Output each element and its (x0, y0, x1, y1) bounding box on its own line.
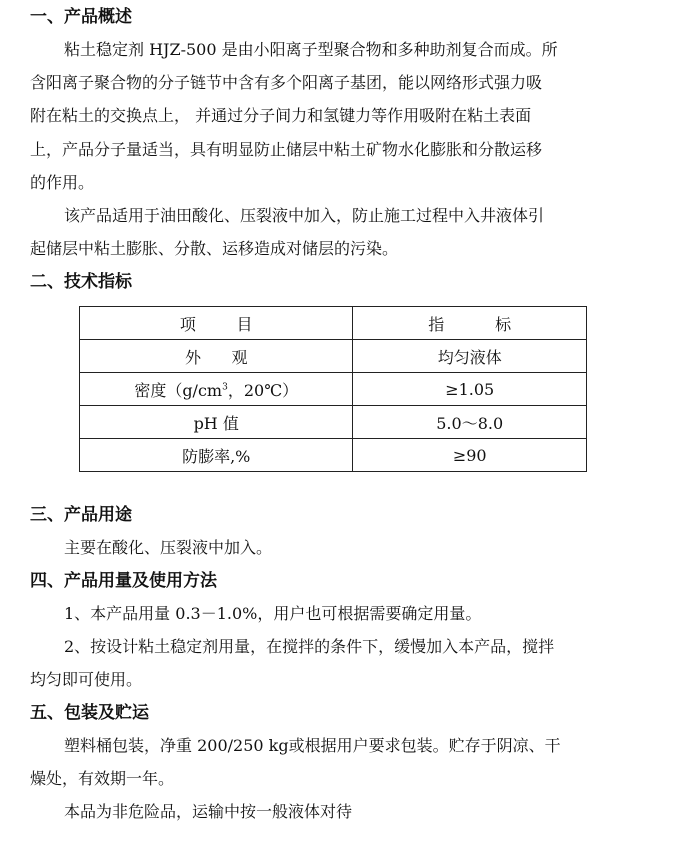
paragraph-line: 起储层中粘土膨胀、分散、运移造成对储层的污染。 (30, 239, 399, 258)
density-exponent: 3 (222, 382, 228, 393)
table-header-index: 指 标 (353, 307, 587, 340)
paragraph-line: 主要在酸化、压裂液中加入。 (64, 538, 273, 557)
paragraph-line: 燥处，有效期一年。 (30, 769, 175, 788)
section-title-package: 五、包装及贮运 (30, 703, 149, 723)
table-header-row (80, 307, 587, 340)
table-row (80, 439, 587, 472)
table-header-item: 项 目 (80, 307, 353, 340)
table-cell-item (80, 373, 353, 406)
paragraph-line: 1、本产品用量 0.3－1.0%，用户也可根据需要确定用量。 (64, 604, 482, 623)
table-cell-item: 外 观 (80, 340, 353, 373)
table-row (80, 406, 587, 439)
paragraph-line: 上，产品分子量适当，具有明显防止储层中粘土矿物水化膨胀和分散运移 (30, 140, 543, 159)
paragraph-line: 塑料桶包装，净重 200/250 kg或根据用户要求包装。贮存于阴凉、干 (64, 736, 561, 755)
table-cell-item: pH 值 (80, 406, 353, 439)
section-title-overview: 一、产品概述 (30, 7, 132, 27)
paragraph-line: 含阳离子聚合物的分子链节中含有多个阳离子基团，能以网络形式强力吸 (30, 73, 543, 92)
table-row (80, 373, 587, 406)
density-condition: ，20℃） (227, 380, 299, 400)
table-cell-value: ≥1.05 (353, 373, 587, 406)
paragraph-line: 2、按设计粘土稳定剂用量，在搅拌的条件下，缓慢加入本产品，搅拌 (64, 637, 555, 656)
spec-table (79, 306, 587, 472)
table-cell-value: 5.0～8.0 (353, 406, 587, 439)
section-title-dosage: 四、产品用量及使用方法 (30, 571, 217, 591)
paragraph-line: 该产品适用于油田酸化、压裂液中加入，防止施工过程中入井液体引 (64, 206, 545, 225)
table-cell-value: 均匀液体 (353, 340, 587, 373)
paragraph-line: 粘土稳定剂 HJZ-500 是由小阳离子型聚合物和多种助剂复合而成。所 (64, 40, 558, 59)
paragraph-line: 的作用。 (30, 173, 95, 192)
section-title-tech: 二、技术指标 (30, 272, 132, 292)
density-label: 密度（g/cm (134, 380, 223, 400)
table-row (80, 340, 587, 373)
table-cell-item: 防膨率,% (80, 439, 353, 472)
paragraph-line: 附在粘土的交换点上， 并通过分子间力和氢键力等作用吸附在粘土表面 (30, 106, 532, 125)
paragraph-line: 本品为非危险品，运输中按一般液体对待 (64, 802, 353, 821)
table-cell-value: ≥90 (353, 439, 587, 472)
paragraph-line: 均匀即可使用。 (30, 670, 143, 689)
section-title-usage: 三、产品用途 (30, 505, 132, 525)
